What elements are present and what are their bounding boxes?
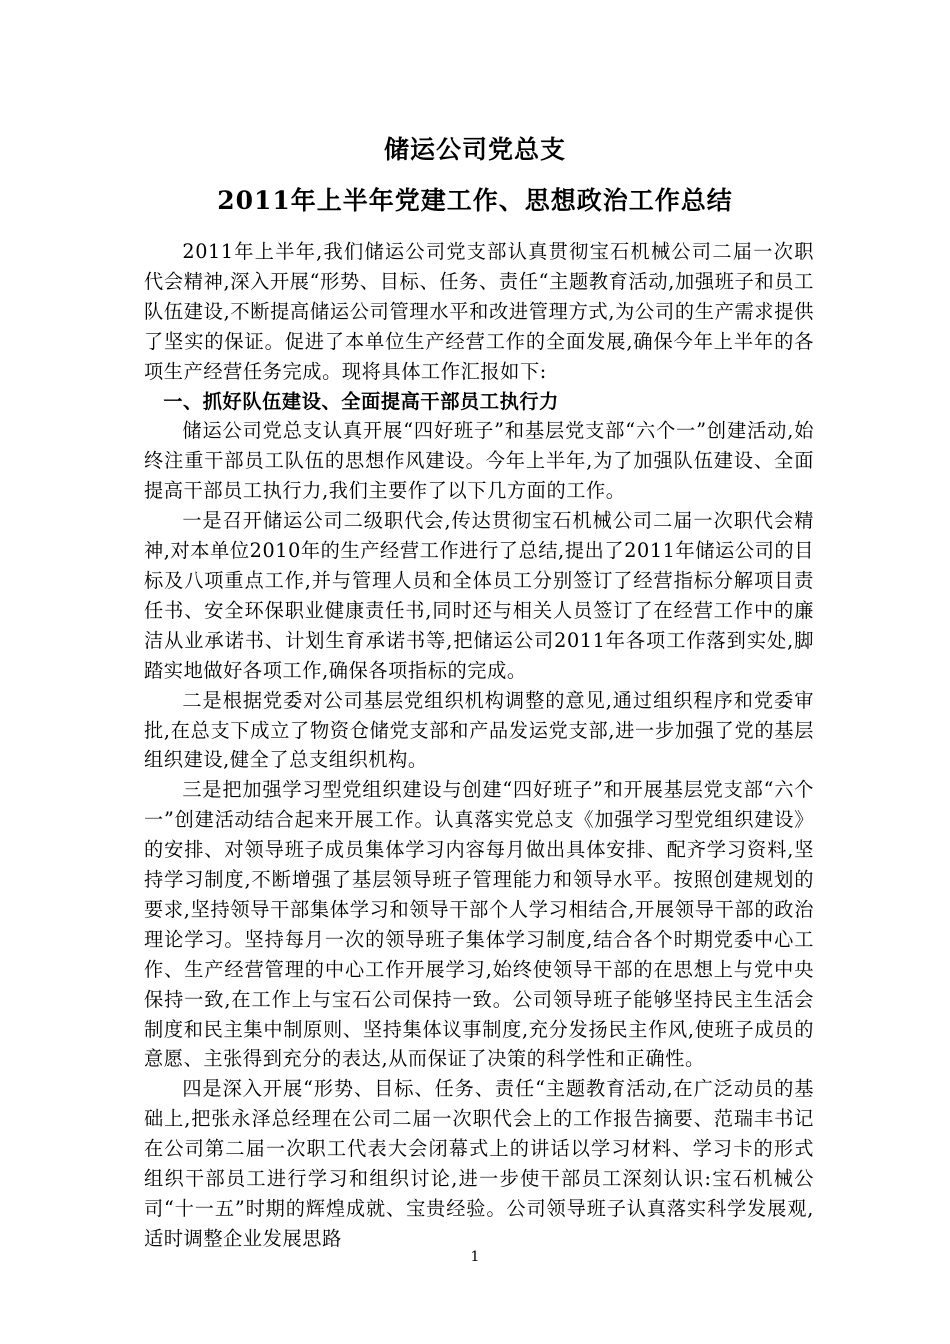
body-paragraph: 储运公司党总支认真开展“四好班子”和基层党支部“六个一”创建活动,始终注重干部员工队伍的思想作风建设。今年上半年,为了加强队伍建设、全面提高干部员工执行力,我们主要作了以下几方面的工作。 [144, 419, 814, 503]
document-subtitle: 2011年上半年党建工作、思想政治工作总结 [217, 186, 733, 215]
document-body [144, 237, 814, 1254]
body-paragraph: 三是把加强学习型党组织建设与创建“四好班子”和开展基层党支部“六个一”创建活动结合起来开展工作。认真落实党总支《加强学习型党组织建设》的安排、对领导班子成员集体学习内容每月做出具体安排、配齐学习资料,坚持学习制度,不断增强了基层领导班子管理能力和领导水平。按照创建规划的要求,坚持领导干部集体学习和领导干部个人学习相结合,开展领导干部的政治理论学习。坚持每月一次的领导班子集体学习制度,结合各个时期党委中心工作、生产经营管理的中心工作开展学习,始终使领导干部的在思想上与党中央保持一致,在工作上与宝石公司保持一致。公司领导班子能够坚持民主生活会制度和民主集中制原则、坚持集体议事制度,充分发扬民主作风,使班子成员的意愿、主张得到充分的表达,从而保证了决策的科学性和正确性。 [144, 778, 814, 1071]
body-paragraph: 一是召开储运公司二级职代会,传达贯彻宝石机械公司二届一次职代会精神,对本单位2010年的生产经营工作进行了总结,提出了2011年储运公司的目标及八项重点工作,并与管理人员和全体员工分别签订了经营指标分解项目责任书、安全环保职业健康责任书,同时还与相关人员签订了在经营工作中的廉洁从业承诺书、计划生育承诺书等,把储运公司2011年各项工作落到实处,脚踏实地做好各项工作,确保各项指标的完成。 [144, 509, 814, 682]
body-paragraph: 二是根据党委对公司基层党组织机构调整的意见,通过组织程序和党委审批,在总支下成立了物资仓储党支部和产品发运党支部,进一步加强了党的基层组织建设,健全了总支组织机构。 [144, 688, 814, 772]
body-paragraph: 四是深入开展“形势、目标、任务、责任“主题教育活动,在广泛动员的基础上,把张永泽总经理在公司二届一次职代会上的工作报告摘要、范瑞丰书记在公司第二届一次职工代表大会闭幕式上的讲话以学习材料、学习卡的形式组织干部员工进行学习和组织讨论,进一步使干部员工深刻认识:宝石机械公司“十一五”时期的辉煌成就、宝贵经验。公司领导班子认真落实科学发展观,适时调整企业发展思路 [144, 1077, 814, 1250]
document-title: 储运公司党总支 [383, 135, 566, 164]
page-number: 1 [470, 1249, 480, 1265]
intro-paragraph: 2011年上半年,我们储运公司党支部认真贯彻宝石机械公司二届一次职代会精神,深入开展“形势、目标、任务、责任“主题教育活动,加强班子和员工队伍建设,不断提高储运公司管理水平和改进管理方式,为公司的生产需求提供了坚实的保证。促进了本单位生产经营工作的全面发展,确保今年上半年的各项生产经营任务完成。现将具体工作汇报如下: [144, 240, 814, 383]
section-heading-1: 一、抓好队伍建设、全面提高干部员工执行力 [163, 389, 559, 413]
